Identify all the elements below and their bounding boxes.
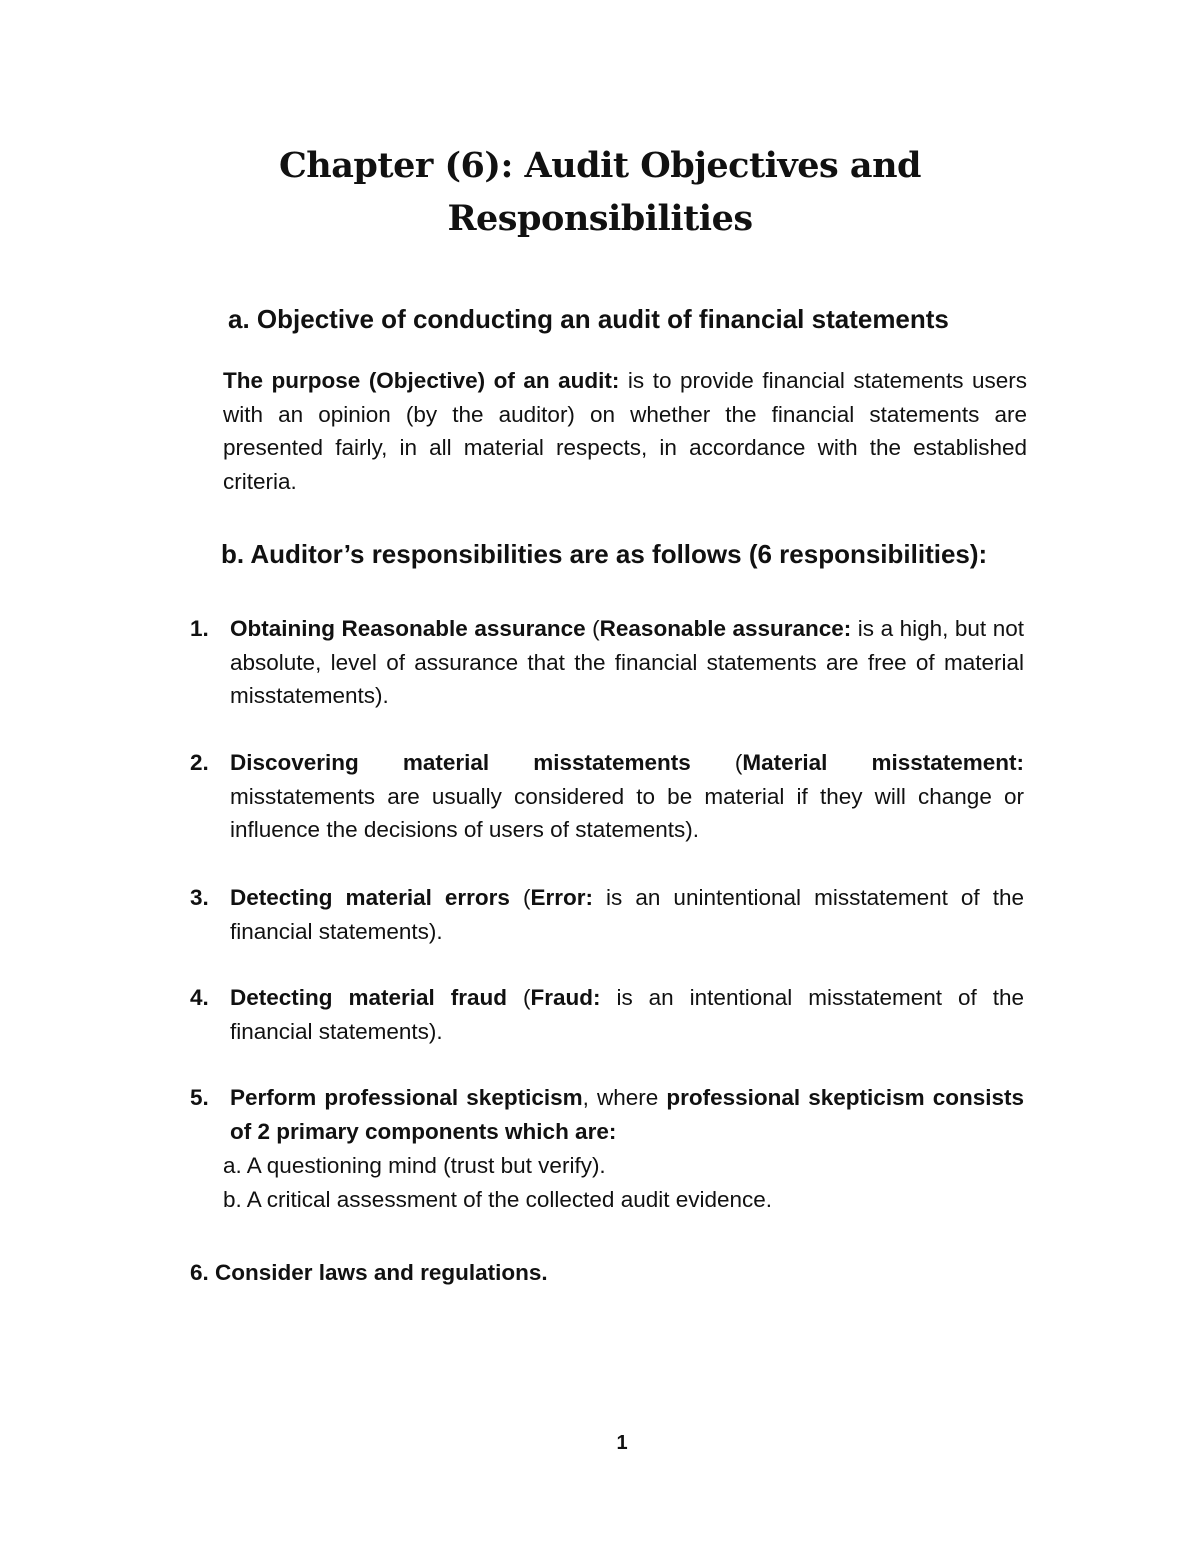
subitem-a: a. A questioning mind (trust but verify). [223,1153,606,1178]
item-body [230,981,1024,1048]
item-text: ( [690,750,743,775]
item-number: 3. [190,885,209,910]
page-title-line-1: Chapter (6): Audit Objectives and [278,145,922,186]
item-term: Error: [530,885,594,910]
item-text: ( [509,885,531,910]
subitem-b: b. A critical assessment of the collected audit evidence. [223,1187,773,1212]
item-title: Obtaining Reasonable assurance [230,616,586,641]
item-title: Consider laws and regulations. [215,1260,548,1285]
item-body [230,746,1024,847]
purpose-text: is to provide financial statements users with an opinion (by the auditor) on whether the financial statements are presented fairly, in all material respects, in accordance with the established criteria. [223,368,1027,494]
item-body [230,612,1024,713]
item-term: Material misstatement: [742,750,1024,775]
item-term: Reasonable assurance: [599,616,852,641]
item-text: , where [582,1085,667,1110]
item-definition: is a high, but not absolute, level of assurance that the financial statements are free of material misstatements). [230,616,1024,708]
purpose-paragraph [223,364,1027,498]
page-title-line-2: Responsibilities [447,198,753,239]
item-body [230,1081,1024,1148]
item-definition: is an unintentional misstatement of the financial statements). [230,885,1024,944]
item-text: ( [507,985,531,1010]
item-number: 5. [190,1085,209,1110]
responsibility-item-6 [190,1256,548,1290]
item-title: Perform professional skepticism [230,1085,583,1110]
item-term: Fraud: [530,985,601,1010]
item-number: 6. [190,1260,209,1285]
item-title: Detecting material errors [230,885,510,910]
item-title: Discovering material misstatements [230,750,691,775]
item-number: 4. [190,985,209,1010]
item-title: Detecting material fraud [230,985,508,1010]
item-body [230,881,1024,948]
page-number: 1 [616,1432,628,1454]
purpose-label: The purpose (Objective) of an audit: [223,368,620,393]
section-a-heading: a. Objective of conducting an audit of financial statements [228,304,949,334]
item-number: 2. [190,750,209,775]
section-b-heading: b. Auditor’s responsibilities are as follows (6 responsibilities): [221,539,988,569]
item-term: professional skepticism consists of 2 primary components which are: [230,1085,1024,1144]
item-definition: is an intentional misstatement of the financial statements). [230,985,1024,1044]
item-text: ( [585,616,600,641]
item-definition: misstatements are usually considered to be material if they will change or influence the decisions of users of statements). [230,783,1024,842]
item-number: 1. [190,616,209,641]
